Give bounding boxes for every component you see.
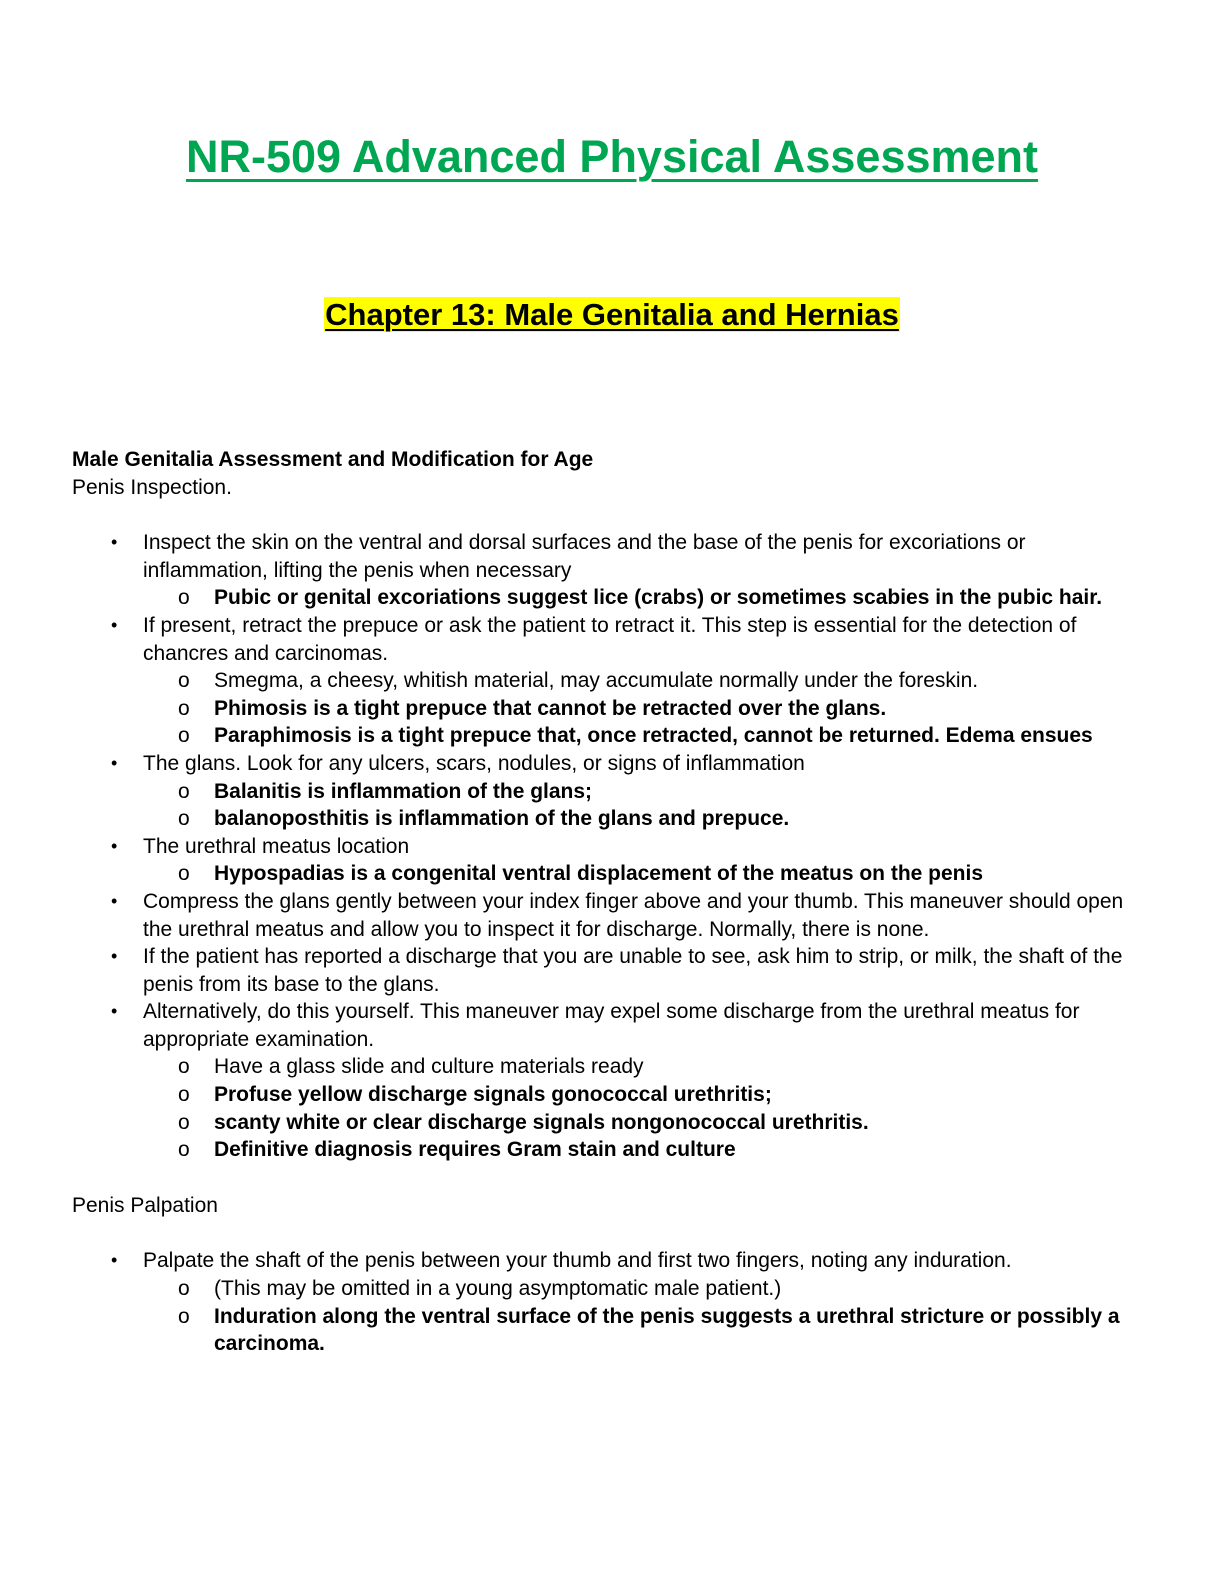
sub-list-item-text: Definitive diagnosis requires Gram stain and culture — [214, 1138, 736, 1162]
sub-list — [143, 584, 1152, 612]
circle-bullet-icon: o — [178, 779, 190, 803]
sub-list — [143, 778, 1152, 833]
sub-list-item-text: Paraphimosis is a tight prepuce that, once retracted, cannot be returned. Edema ensues — [214, 724, 1093, 748]
circle-bullet-icon: o — [178, 1138, 190, 1162]
document-body — [72, 446, 1152, 1358]
circle-bullet-icon: o — [178, 862, 190, 886]
list-item-text: If present, retract the prepuce or ask the patient to retract it. This step is essential for the detection of chancres and carcinomas. — [143, 613, 1077, 665]
sub-list-item — [143, 860, 1152, 888]
bullet-icon: • — [111, 614, 118, 635]
sub-list-item — [143, 1053, 1152, 1081]
sub-list-item — [143, 778, 1152, 806]
sub-list-item-text: Pubic or genital excoriations suggest lice (crabs) or sometimes scabies in the pubic hair. — [214, 586, 1103, 610]
bullet-icon: • — [111, 752, 118, 773]
bullet-icon: • — [111, 1250, 118, 1271]
sub-list-item-text: Phimosis is a tight prepuce that cannot be retracted over the glans. — [214, 696, 887, 720]
spacer — [72, 501, 1152, 529]
document-title-text: NR-509 Advanced Physical Assessment — [185, 131, 1039, 182]
sub-list-item — [143, 1109, 1152, 1137]
circle-bullet-icon: o — [178, 586, 190, 610]
sub-list-item — [143, 1275, 1152, 1303]
sub-list-item-text: Hypospadias is a congenital ventral displacement of the meatus on the penis — [214, 862, 984, 886]
sub-list-item — [143, 1081, 1152, 1109]
circle-bullet-icon: o — [178, 807, 190, 831]
sub-list-item-text: (This may be omitted in a young asymptomatic male patient.) — [214, 1277, 782, 1301]
list-item — [72, 612, 1152, 750]
circle-bullet-icon: o — [178, 696, 190, 720]
document-title — [0, 128, 1224, 186]
sub-list-item — [143, 695, 1152, 723]
circle-bullet-icon: o — [178, 724, 190, 748]
bullet-icon: • — [111, 532, 118, 553]
sub-list — [143, 860, 1152, 888]
bullet-icon: • — [111, 890, 118, 911]
circle-bullet-icon: o — [178, 1055, 190, 1079]
list-item — [72, 998, 1152, 1164]
sub-list-item-text: scanty white or clear discharge signals nongonococcal urethritis. — [214, 1110, 869, 1134]
sub-list-item — [143, 667, 1152, 695]
circle-bullet-icon: o — [178, 1304, 190, 1328]
sub-list-item — [143, 722, 1152, 750]
sub-list-item-text: balanoposthitis is inflammation of the glans and prepuce. — [214, 807, 790, 831]
list-item-text: Inspect the skin on the ventral and dorsal surfaces and the base of the penis for excoriations or inflammation, lifting the penis when necessary — [143, 531, 1026, 582]
list-item-text: The glans. Look for any ulcers, scars, nodules, or signs of inflammation — [143, 751, 805, 775]
inspection-subheading: Penis Inspection. — [72, 475, 232, 499]
sub-list-item-text: Have a glass slide and culture materials ready — [214, 1055, 644, 1079]
sub-list — [143, 667, 1152, 750]
sub-list-item-text: Profuse yellow discharge signals gonococcal urethritis; — [214, 1083, 772, 1107]
circle-bullet-icon: o — [178, 1277, 190, 1301]
list-item — [72, 1247, 1152, 1357]
circle-bullet-icon: o — [178, 1110, 190, 1134]
circle-bullet-icon: o — [178, 1083, 190, 1107]
sub-list-item-text: Induration along the ventral surface of the penis suggests a urethral stricture or possibly a carcinoma. — [214, 1304, 1120, 1356]
bullet-icon: • — [111, 835, 118, 856]
chapter-heading — [0, 294, 1224, 336]
sub-list — [143, 1275, 1152, 1358]
sub-list-item — [143, 1303, 1152, 1358]
list-item — [72, 529, 1152, 612]
chapter-heading-text: Chapter 13: Male Genitalia and Hernias — [325, 297, 899, 332]
inspection-list — [72, 529, 1152, 1164]
list-item-text: Alternatively, do this yourself. This maneuver may expel some discharge from the urethral meatus for appropriate examination. — [143, 1000, 1080, 1051]
list-item-text: The urethral meatus location — [143, 834, 410, 858]
sub-list — [143, 1053, 1152, 1163]
bullet-icon: • — [111, 1001, 118, 1022]
spacer — [72, 1164, 1152, 1192]
sub-list-item-text: Balanitis is inflammation of the glans; — [214, 779, 593, 803]
list-item-text: Palpate the shaft of the penis between your thumb and first two fingers, noting any induration. — [143, 1249, 1012, 1273]
list-item-text: If the patient has reported a discharge that you are unable to see, ask him to strip, or milk, the shaft of the penis from its base to the glans. — [143, 945, 1123, 996]
palpation-subheading: Penis Palpation — [72, 1193, 218, 1217]
bullet-icon: • — [111, 946, 118, 967]
list-item — [72, 750, 1152, 833]
list-item-text: Compress the glans gently between your index finger above and your thumb. This maneuver should open the urethral meatus and allow you to inspect it for discharge. Normally, there is none. — [143, 889, 1124, 941]
sub-list-item — [143, 805, 1152, 833]
palpation-list — [72, 1247, 1152, 1357]
list-item — [72, 833, 1152, 888]
sub-list-item — [143, 584, 1152, 612]
circle-bullet-icon: o — [178, 669, 190, 693]
list-item — [72, 888, 1152, 943]
section-heading: Male Genitalia Assessment and Modification for Age — [72, 448, 594, 471]
spacer — [72, 1219, 1152, 1247]
list-item — [72, 943, 1152, 998]
sub-list-item — [143, 1136, 1152, 1164]
sub-list-item-text: Smegma, a cheesy, whitish material, may accumulate normally under the foreskin. — [214, 669, 979, 693]
